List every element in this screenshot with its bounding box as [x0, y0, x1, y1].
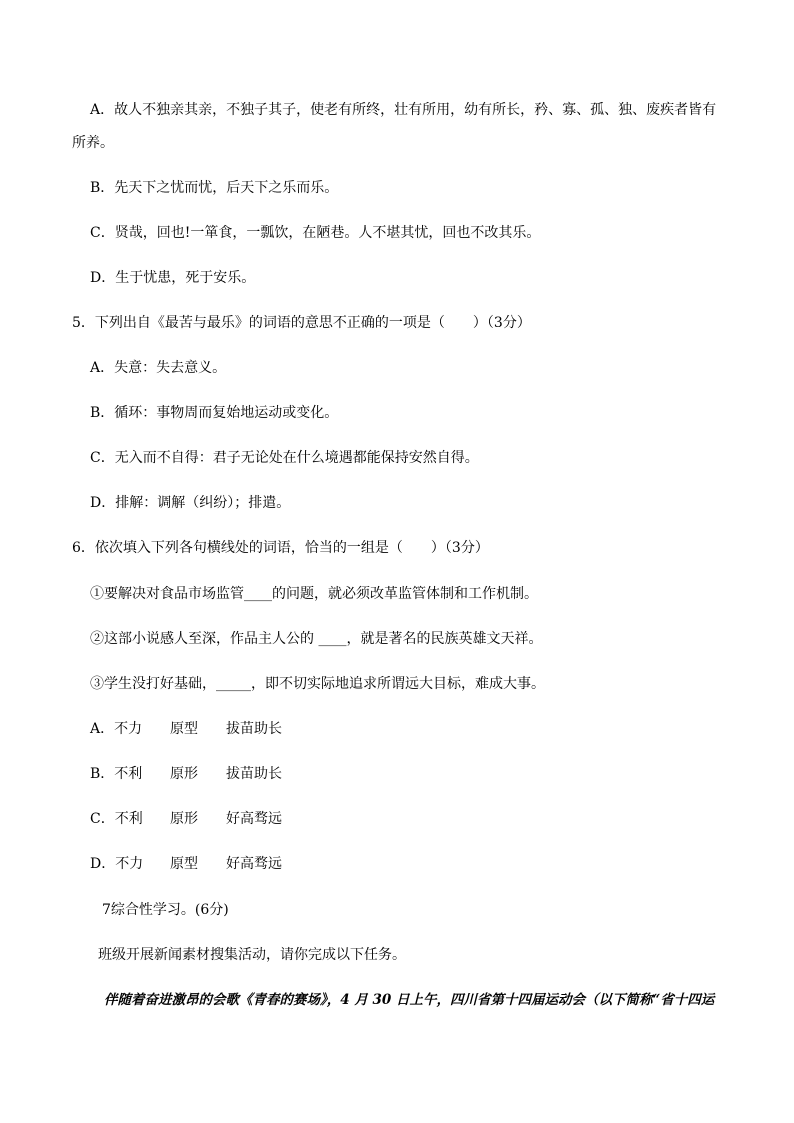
q6-option-d [90, 854, 282, 874]
q6-sentence-2: ②这部小说感人至深，作品主人公的 ____，就是著名的民族英雄文天祥。 [90, 631, 543, 647]
option-word-3: 拔苗助长 [226, 766, 282, 782]
q4-option-c: C．贤哉，回也!一箪食，一瓢饮，在陋巷。人不堪其忧，回也不改其乐。 [90, 225, 541, 241]
option-word-1: A．不力 [90, 721, 143, 737]
q7-passage: 伴随着奋进激昂的会歌《青春的赛场》，4 月 30 日上午，四川省第十四届运动会（以下简称“省十四运 [104, 992, 715, 1008]
option-word-1: C．不利 [90, 811, 143, 827]
q7-stem: 7综合性学习。(6分) [102, 902, 229, 918]
q5-option-c: C．无入而不自得：君子无论处在什么境遇都能保持安然自得。 [90, 450, 479, 466]
q6-sentence-1: ①要解决对食品市场监管____的问题，就必须改革监管体制和工作机制。 [90, 586, 538, 602]
q6-stem: 6．依次填入下列各句横线处的词语，恰当的一组是（ ）（3分） [72, 540, 489, 556]
q6-option-c [90, 809, 282, 829]
q5-stem: 5．下列出自《最苦与最乐》的词语的意思不正确的一项是（ ）（3分） [72, 315, 531, 331]
q6-option-b [90, 764, 282, 784]
q6-option-a [90, 719, 282, 739]
q4-option-b: B．先天下之忧而忧，后天下之乐而乐。 [90, 180, 339, 196]
q4-option-d: D．生于忧患，死于安乐。 [90, 270, 256, 286]
option-word-2: 原型 [170, 856, 198, 872]
q7-task: 班级开展新闻素材搜集活动，请你完成以下任务。 [98, 947, 406, 963]
option-word-2: 原形 [170, 766, 198, 782]
option-word-1: B．不利 [90, 766, 143, 782]
option-word-2: 原形 [170, 811, 198, 827]
q6-sentence-3: ③学生没打好基础，_____，即不切实际地追求所谓远大目标，难成大事。 [90, 676, 545, 692]
q5-option-d: D．排解：调解（纠纷）；排遣。 [90, 495, 291, 511]
q5-option-a: A．失意：失去意义。 [90, 360, 227, 376]
option-word-1: D．不力 [90, 856, 144, 872]
option-word-3: 拔苗助长 [226, 721, 282, 737]
q4-option-a-line1: A．故人不独亲其亲，不独子其子，使老有所终，壮有所用，幼有所长，矜、寡、孤、独、废疾者皆有 [90, 102, 717, 118]
option-word-2: 原型 [170, 721, 198, 737]
q5-option-b: B．循环：事物周而复始地运动或变化。 [90, 405, 339, 421]
q4-option-a-line2: 所养。 [72, 135, 114, 151]
option-word-3: 好高骛远 [226, 856, 282, 872]
option-word-3: 好高骛远 [226, 811, 282, 827]
